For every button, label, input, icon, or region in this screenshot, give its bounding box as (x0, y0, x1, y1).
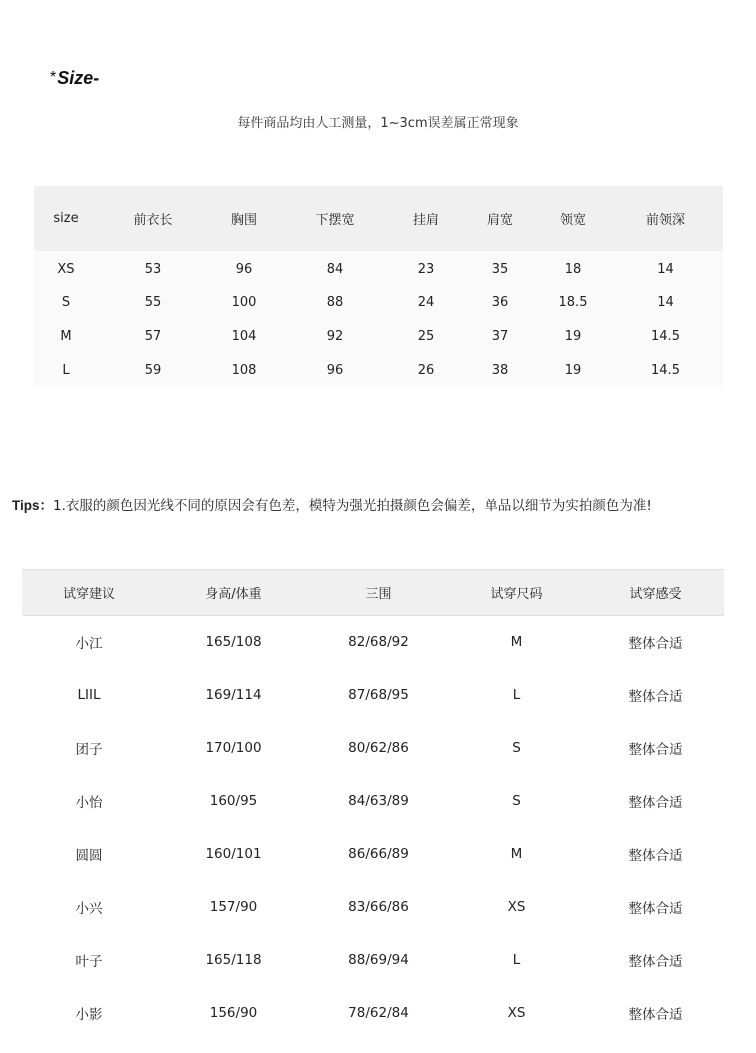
size-cell: 100 (231, 294, 257, 310)
fit-cell: 83/66/86 (348, 899, 409, 915)
size-table-row (34, 251, 723, 285)
fit-cell: 160/101 (205, 846, 262, 862)
fit-table-row (22, 987, 724, 1040)
fit-cell: 团子 (75, 742, 103, 758)
fit-cell: XS (507, 1005, 526, 1021)
size-cell: 92 (326, 328, 344, 344)
fit-table-row (22, 881, 724, 934)
fit-cell: LIIL (77, 687, 101, 703)
size-header-cell: 前领深 (645, 213, 685, 228)
size-cell: S (61, 294, 71, 310)
fit-cell: 整体合适 (628, 954, 683, 970)
size-cell: 104 (231, 328, 257, 344)
fit-cell: 圆圆 (75, 848, 103, 864)
fit-table-row (22, 934, 724, 987)
fit-cell: 整体合适 (628, 636, 683, 653)
size-cell: 19 (564, 362, 582, 378)
size-table-row (34, 319, 723, 353)
fit-cell: 小江 (75, 636, 103, 653)
size-header-cell: 下摆宽 (315, 213, 355, 228)
fit-header-cell: 身高/体重 (156, 570, 311, 616)
tips-text: 1.衣服的颜色因光线不同的原因会有色差，模特为强光拍摄颜色会偏差，单品以细节为实拍颜色为准! (53, 498, 652, 514)
fit-cell: 82/68/92 (348, 634, 409, 651)
fit-table-header-row (22, 570, 724, 616)
fit-suggestion-table (22, 569, 724, 1040)
size-cell: 55 (144, 294, 162, 310)
size-cell: 36 (491, 294, 509, 310)
size-cell: 18.5 (558, 294, 588, 310)
size-cell: 26 (417, 362, 435, 378)
size-table-header-row (34, 186, 723, 251)
size-cell: L (62, 362, 70, 378)
fit-table-row (22, 828, 724, 881)
size-header-cell: size (53, 211, 79, 226)
size-table-row (34, 353, 723, 387)
fit-cell: 整体合适 (628, 795, 683, 811)
fit-cell: 156/90 (209, 1005, 258, 1021)
size-cell: 24 (417, 294, 435, 310)
size-cell: 14 (657, 261, 674, 277)
fit-cell: 165/108 (205, 634, 262, 651)
fit-cell: 小怡 (75, 795, 103, 811)
size-cell: 25 (417, 328, 435, 344)
fit-cell: S (512, 793, 521, 809)
size-cell: 18 (564, 261, 582, 277)
size-header-cell: 挂肩 (412, 213, 439, 228)
size-header-cell: 领宽 (559, 213, 586, 228)
fit-cell: 小兴 (75, 901, 103, 917)
tips-note (12, 494, 756, 514)
fit-cell: 170/100 (205, 740, 262, 756)
fit-table-row (22, 775, 724, 828)
fit-table-row (22, 722, 724, 775)
size-cell: XS (57, 261, 75, 277)
fit-cell: 小影 (75, 1007, 103, 1023)
size-cell: 23 (417, 261, 435, 277)
fit-cell: 86/66/89 (348, 846, 409, 862)
fit-cell: 157/90 (209, 899, 258, 915)
fit-cell: 叶子 (75, 954, 103, 970)
heading-star: * (50, 69, 57, 86)
fit-cell: M (510, 846, 523, 862)
fit-cell: M (510, 634, 523, 651)
tips-label: Tips： (12, 498, 54, 513)
heading-text: Size- (57, 68, 100, 88)
size-cell: 96 (326, 362, 344, 378)
size-cell: 35 (491, 261, 509, 277)
size-cell: 84 (326, 261, 344, 277)
size-header-cell: 胸围 (230, 213, 257, 228)
fit-table-row (22, 616, 724, 669)
fit-table-row (22, 669, 724, 722)
size-cell: 14 (657, 294, 674, 310)
size-header-cell: 前衣长 (133, 213, 173, 228)
fit-cell: 88/69/94 (348, 952, 409, 968)
fit-cell: 87/68/95 (348, 687, 409, 703)
fit-cell: 整体合适 (628, 901, 683, 917)
fit-cell: 整体合适 (628, 689, 683, 705)
size-cell: 108 (231, 362, 257, 378)
size-cell: 19 (564, 328, 582, 344)
fit-header-cell: 试穿感受 (587, 570, 724, 616)
size-header-cell: 肩宽 (486, 213, 513, 228)
fit-cell: L (512, 952, 521, 968)
size-cell: 14.5 (651, 328, 680, 344)
fit-cell: 78/62/84 (348, 1005, 409, 1021)
size-cell: 59 (144, 362, 162, 378)
fit-cell: 84/63/89 (348, 793, 409, 809)
size-heading (50, 68, 99, 89)
size-cell: 37 (491, 328, 509, 344)
fit-cell: 169/114 (205, 687, 262, 703)
size-cell: 14.5 (651, 362, 680, 378)
fit-cell: L (512, 687, 521, 703)
fit-cell: 整体合适 (628, 848, 683, 864)
fit-cell: S (512, 740, 521, 756)
fit-cell: 160/95 (209, 793, 258, 809)
measurement-note: 每件商品均由人工测量，1~3cm误差属正常现象 (237, 116, 519, 131)
fit-header-cell: 试穿建议 (22, 570, 156, 616)
fit-header-cell: 试穿尺码 (446, 570, 587, 616)
size-cell: 88 (326, 294, 344, 310)
size-chart-table (34, 186, 723, 387)
size-cell: 53 (144, 261, 162, 277)
size-cell: M (60, 328, 72, 344)
size-table-row (34, 285, 723, 319)
fit-cell: 整体合适 (628, 742, 683, 758)
size-cell: 96 (235, 261, 253, 277)
fit-cell: 80/62/86 (348, 740, 409, 756)
fit-cell: 165/118 (205, 952, 262, 968)
size-cell: 57 (144, 328, 162, 344)
fit-cell: XS (507, 899, 526, 915)
fit-cell: 整体合适 (628, 1007, 683, 1023)
fit-header-cell: 三围 (311, 570, 446, 616)
size-cell: 38 (491, 362, 509, 378)
